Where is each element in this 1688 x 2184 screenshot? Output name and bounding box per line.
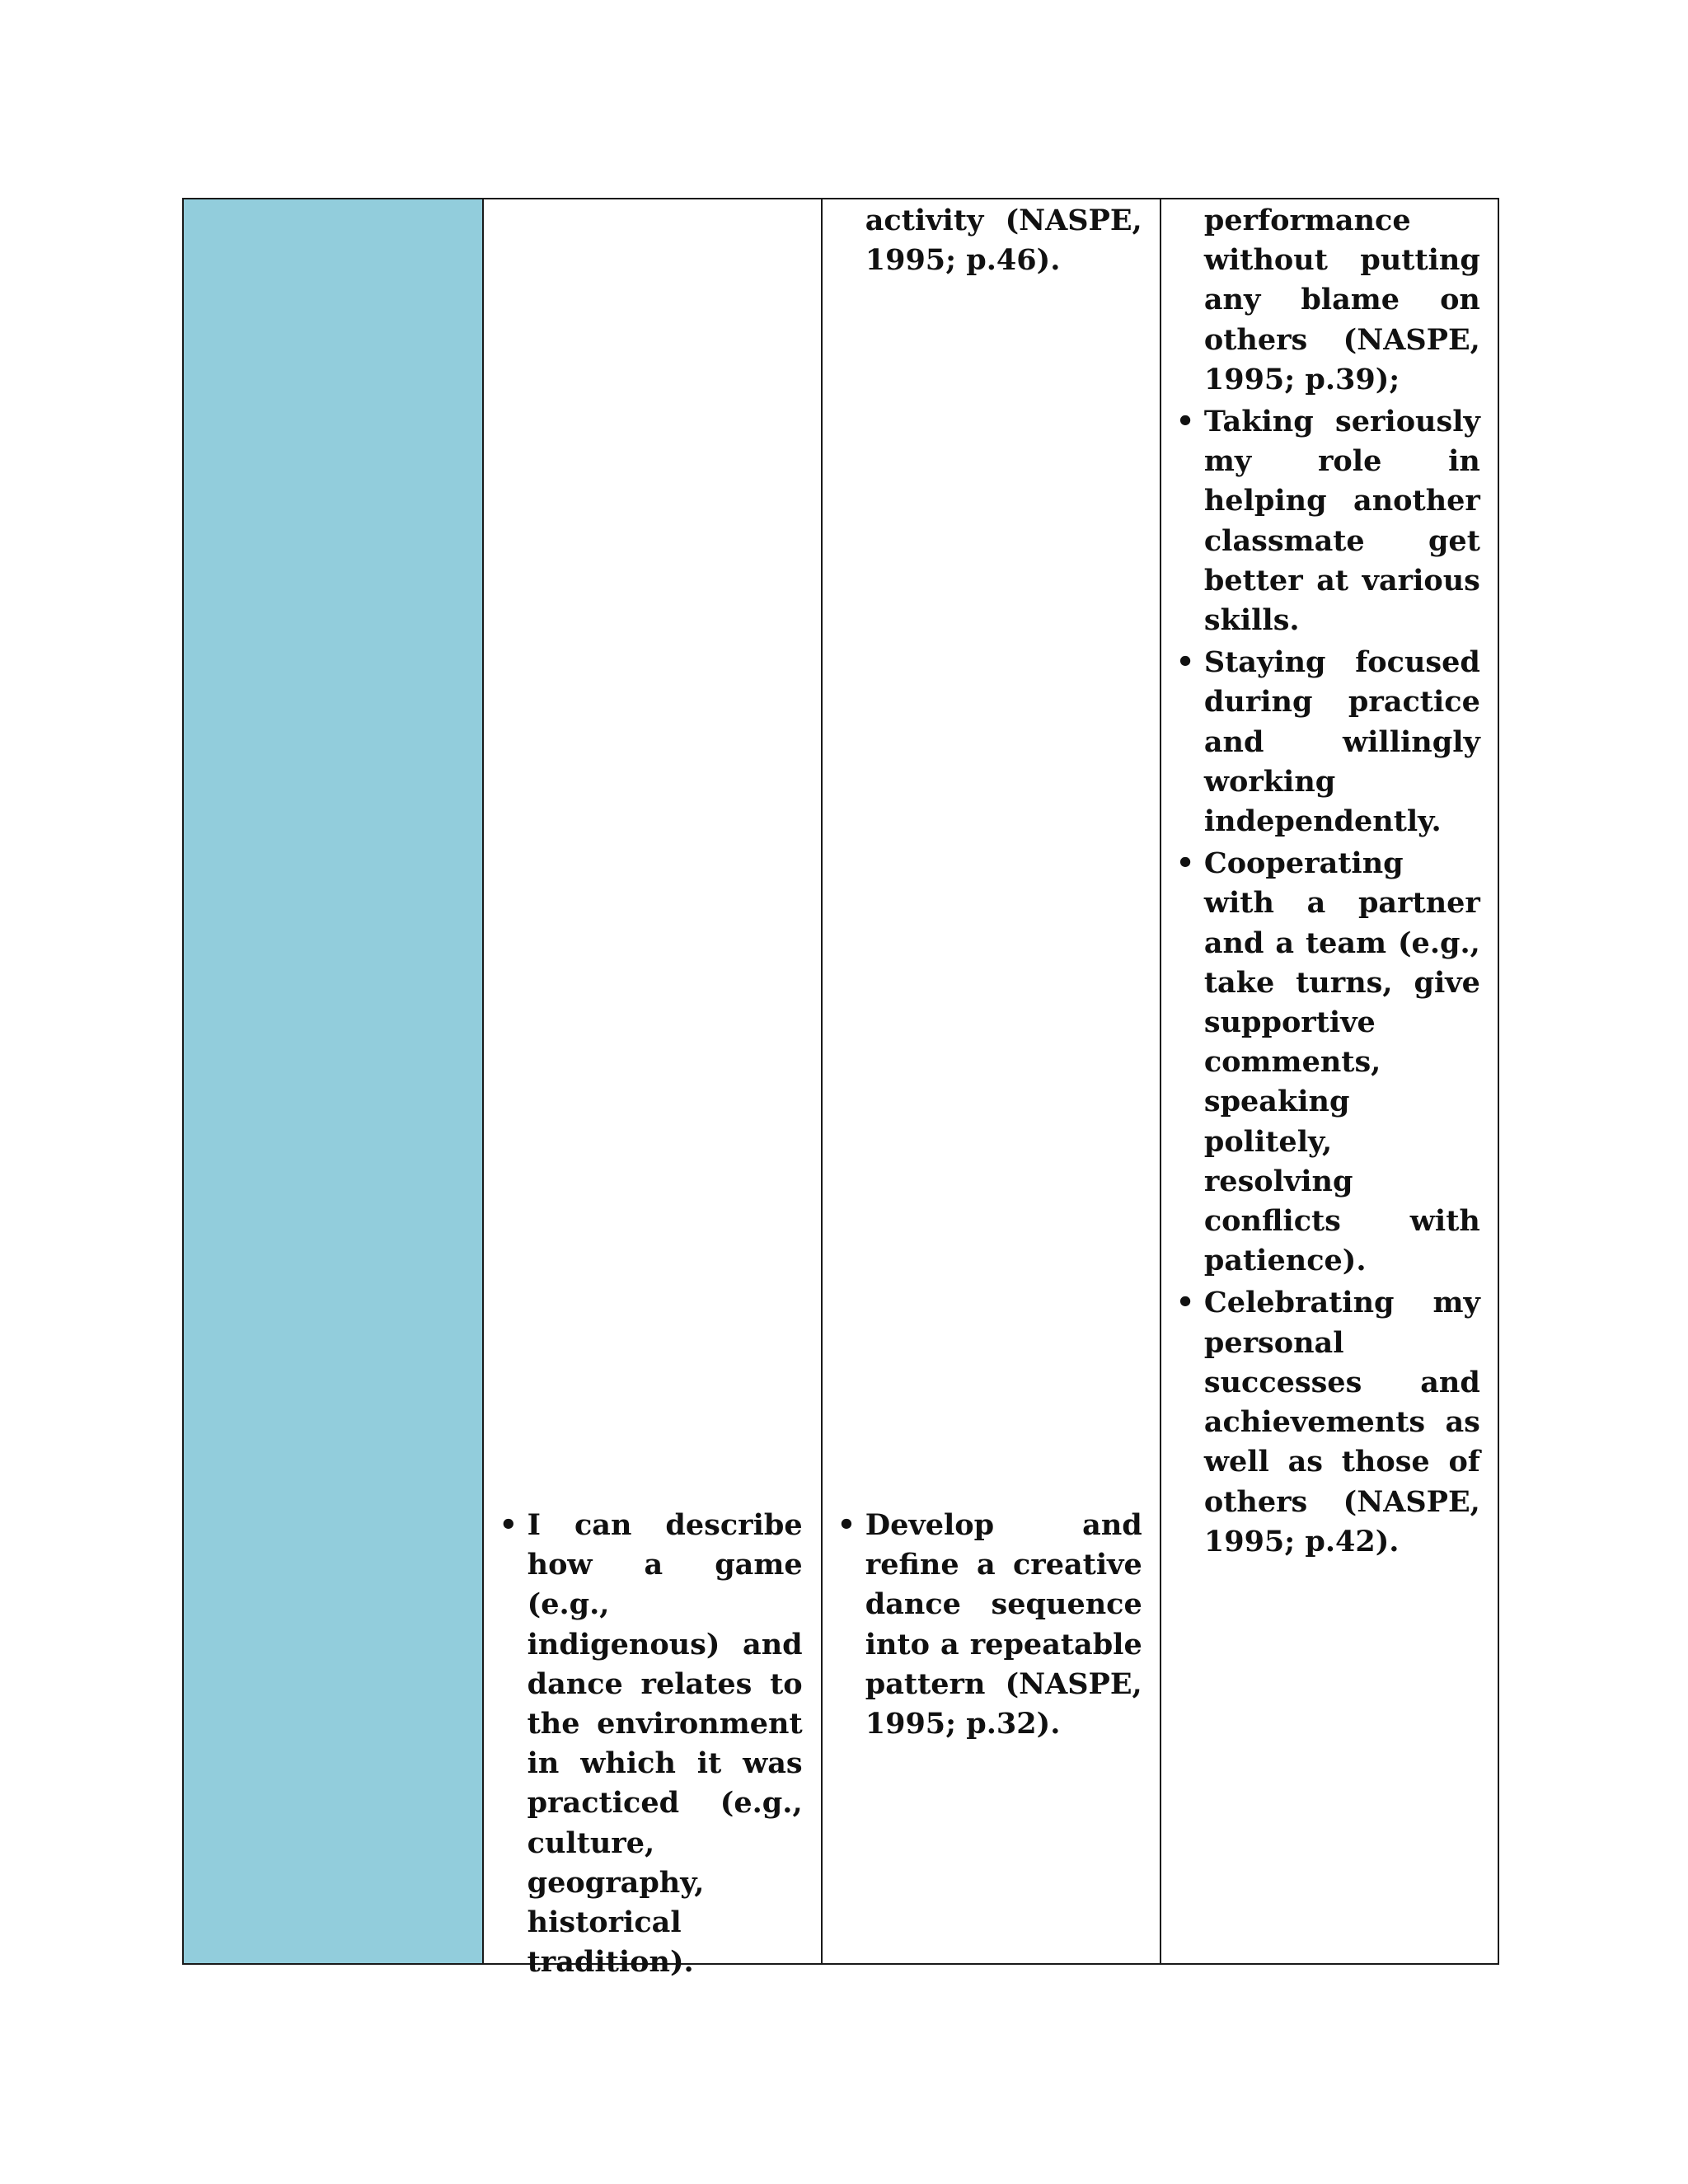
table-row [183,199,1498,1964]
learning-target-cell [483,199,822,1980]
list-item-text: Develop and refine a creative dance sequence into a repeatable pattern (NASPE, 1995; p.32). [865,1508,1142,1741]
bullet-icon: • [499,1508,518,1542]
list-item-text: Staying focused during practice and willingly working independently. [1203,645,1480,839]
activity-list [837,1506,1142,1744]
list-item [1175,1283,1480,1561]
behavior-list [1175,402,1480,1562]
list-item [1175,643,1480,841]
continued-text: performance without putting any blame on others (NASPE, 1995; p.39); [1203,204,1480,396]
list-item [837,1506,1142,1744]
list-item [499,1506,803,1982]
learning-target-list [499,1506,803,1982]
shaded-label-cell [183,199,483,1964]
list-item-text: Taking seriously my role in helping another classmate get better at various skills. [1203,405,1480,638]
bullet-icon: • [1175,645,1195,680]
list-item-text: I can describe how a game (e.g., indigenous) and dance relates to the environment in which it was practiced (e.g., culture, geography, historical tradition). [527,1508,803,1980]
list-item [1175,402,1480,640]
bullet-icon: • [1175,405,1195,439]
list-item-text: Cooperating with a partner and a team (e.g., take turns, give supportive comments, speaking politely, resolving conflicts with patience). [1203,846,1480,1278]
bullet-icon: • [1175,846,1195,881]
standards-table [182,198,1499,1980]
bullet-icon: • [837,1508,856,1542]
bullet-icon: • [1175,1286,1195,1320]
list-item [1175,844,1480,1281]
list-item-text: Celebrating my personal successes and achievements as well as those of others (NASPE, 1995; p.42). [1203,1286,1480,1558]
behavior-cell [1160,199,1498,1964]
activity-cell [822,199,1160,1964]
continued-text: activity (NASPE, 1995; p.46). [865,204,1142,278]
